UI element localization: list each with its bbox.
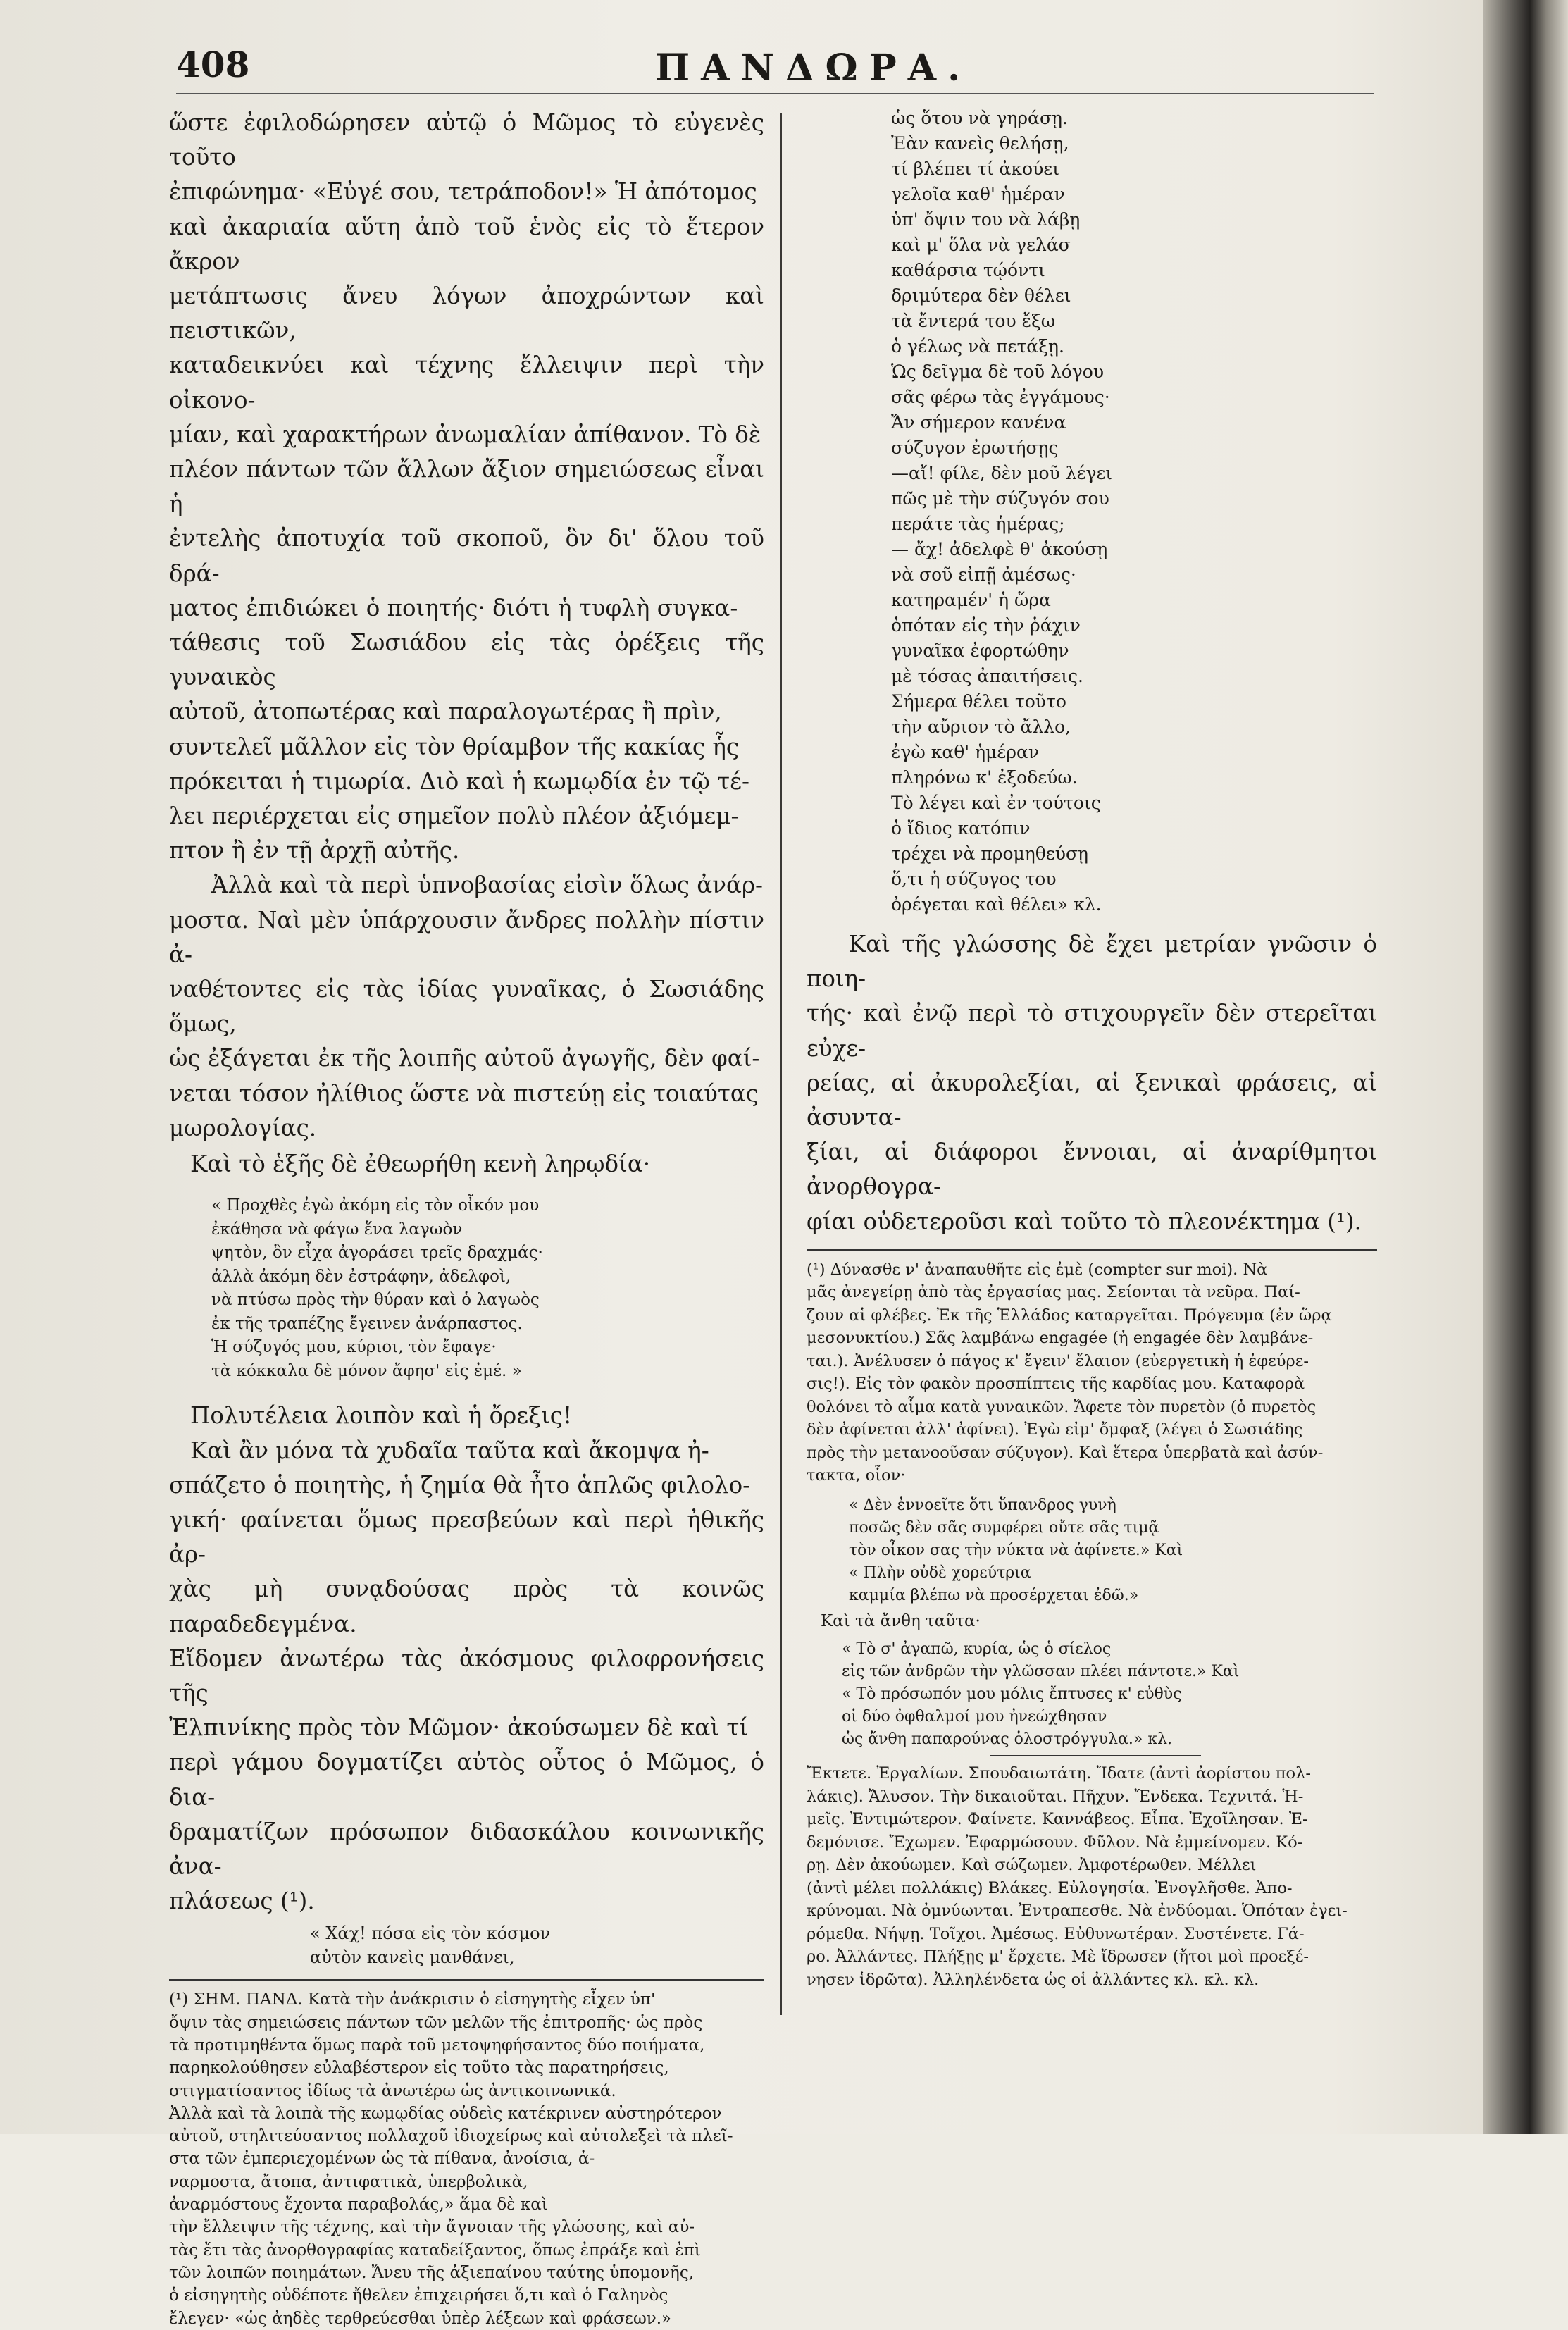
- right-verse-2: « Δὲν ἐννοεῖτε ὅτι ὕπανδρος γυνὴ ποσῶς δὲν σᾶς συμφέρει οὔτε σᾶς τιμᾷ τὸν οἶκον σας τὴν νύκτα νὰ ἀφίνετε.» Καὶ « Πλὴν οὐδὲ χορεύτρια καμμία βλέπω νὰ προσέρχεται ἐδῶ.»: [849, 1496, 1183, 1604]
- left-paragraph-4: Πολυτέλεια λοιπὸν καὶ ἡ ὄρεξις!: [190, 1402, 573, 1430]
- right-paragraph-2: Καὶ τὰ ἄνθη ταῦτα·: [821, 1611, 981, 1630]
- book-gutter-shadow: [1483, 0, 1568, 2134]
- left-footnote: (¹) ΣΗΜ. ΠΑΝΔ. Κατὰ τὴν ἀνάκρισιν ὁ εἰσηγητὴς εἶχεν ὑπ' ὄψιν τὰς σημειώσεις πάντων τῶν μελῶν τῆς ἐπιτροπῆς· ὡς πρὸς τὰ προτιμηθέντα ὅμως παρὰ τοῦ μετοψηφήσαντος δύο ποιήματα, παρηκολούθησεν εὐλαβέστερον εἰς τοῦτο τὰς παρατηρήσεις, στιγματίσαντος ἰδίως τὰ ἀνωτέρω ὡς ἀντικοινωνικά. Ἀλλὰ καὶ τὰ λοιπὰ τῆς κωμῳδίας οὐδεὶς κατέκρινεν αὐστηρότερον αὐτοῦ, στηλιτεύσαντος πολλαχοῦ ἰδιοχείρως καὶ αὐτολεξεὶ τὰ πλεῖ- στα τῶν ἐμπεριεχομένων ὡς τὰ πίθανα, ἀνοίσια, ἀ- ναρμοστα, ἄτοπα, ἀντιφατικὰ, ὑπερβολικὰ, ἀναρμόστους ἔχοντα παραβολάς,» ἅμα δὲ καὶ τὴν ἔλλειψιν τῆς τέχνης, καὶ τὴν ἄγνοιαν τῆς γλώσσης, καὶ αὐ- τὰς ἔτι τὰς ἀνορθογραφίας καταδείξαντος, ὅπως ἐπράξε καὶ ἐπὶ τῶν λοιπῶν ποιημάτων. Ἄνευ τῆς ἀξιεπαίνου ταύτης ὑπομονῆς, ὁ εἰσηγητὴς οὐδέποτε ἤθελεν ἐπιχειρήσει ὅ,τι καὶ ὁ Γαληνὸς ἔλεγεν· «ὡς ἀηδὲς τερθρεύεσθαι ὑπὲρ λέξεων καὶ φράσεων.»: [169, 1990, 733, 2328]
- left-footnote-separator: [169, 1979, 764, 1981]
- column-divider: [780, 113, 782, 2015]
- left-column: [169, 106, 764, 2330]
- running-title: ΠΑΝΔΩΡΑ.: [655, 47, 972, 89]
- right-column: [807, 106, 1377, 1991]
- right-footnote-separator: [807, 1249, 1377, 1251]
- left-paragraph-5: Καὶ ἂν μόνα τὰ χυδαῖα ταῦτα καὶ ἄκομψα ἠ- σπάζετο ὁ ποιητὴς, ἡ ζημία θὰ ἦτο ἁπλῶς φιλολο- γική· φαίνεται ὅμως πρεσβεύων καὶ περὶ ἠθικῆς ἀρ- χὰς μὴ συνᾳδούσας πρὸς τὰ κοινῶς παραδεδεγμένα. Εἴδομεν ἀνωτέρω τὰς ἀκόσμους φιλοφρονήσεις τῆς Ἐλπινίκης πρὸς τὸν Μῶμον· ἀκούσωμεν δὲ καὶ τί περὶ γάμου δογματίζει αὐτὸς οὗτος ὁ Μῶμος, ὁ δια- δραματίζων πρόσωπον διδασκάλου κοινωνικῆς ἀνα- πλάσεως (¹).: [169, 1437, 764, 1915]
- right-footnote-1: (¹) Δύνασθε ν' ἀναπαυθῆτε εἰς ἐμὲ (compter sur moi). Νὰ μᾶς ἀνεγείρῃ ἀπὸ τὰς ἐργασίας μας. Σείονται τὰ νεῦρα. Παί- ζουν αἱ φλέβες. Ἐκ τῆς Ἑλλάδος καταργεῖται. Πρόγευμα (ἐν ὥρᾳ μεσονυκτίου.) Σᾶς λαμβάνω engagée (ἡ engagée δὲν λαμβάνε- ται.). Ἀνέλυσεν ὁ πάγος κ' ἔγειν' ἔλαιον (εὐεργετικὴ ἡ ἐφεύρε- σις!). Εἰς τὸν φακὸν προσπίπτεις τῆς καρδίας μου. Καταφορὰ θολόνει τὸ αἷμα κατὰ γυναικῶν. Ἄφετε τὸν πυρετὸν (ὁ πυρετὸς δὲν ἀφίνεται ἀλλ' ἀφίνει). Ἐγὼ εἰμ' ὄμφαξ (λέγει ὁ Σωσιάδης πρὸς τὴν μετανοοῦσαν σύζυγον). Καὶ ἕτερα ὑπερβατὰ καὶ ἀσύν- τακτα, οἷον·: [807, 1260, 1332, 1485]
- left-paragraph-3: Καὶ τὸ ἑξῆς δὲ ἐθεωρήθη κενὴ ληρῳδία·: [190, 1151, 651, 1178]
- left-verse-1: « Προχθὲς ἐγὼ ἀκόμη εἰς τὸν οἶκόν μου ἐκάθησα νὰ φάγω ἕνα λαγωὸν ψητὸν, ὃν εἶχα ἀγοράσει τρεῖς δραχμάς· ἀλλὰ ἀκόμη δὲν ἐστράφην, ἀδελφοὶ, νὰ πτύσω πρὸς τὴν θύραν καὶ ὁ λαγωὸς ἐκ τῆς τραπέζης ἔγεινεν ἀνάρπαστος. Ἡ σύζυγός μου, κύριοι, τὸν ἔφαγε· τὰ κόκκαλα δὲ μόνον ἄφησ' εἰς ἐμέ. »: [211, 1196, 543, 1380]
- left-paragraph-2: Ἀλλὰ καὶ τὰ περὶ ὑπνοβασίας εἰσὶν ὅλως ἀνάρ- μοστα. Ναὶ μὲν ὑπάρχουσιν ἄνδρες πολλὴν πίστιν ἀ- ναθέτοντες εἰς τὰς ἰδίας γυναῖκας, ὁ Σωσιάδης ὅμως, ὡς ἐξάγεται ἐκ τῆς λοιπῆς αὐτοῦ ἀγωγῆς, δὲν φαί- νεται τόσον ἠλίθιος ὥστε νὰ πιστεύῃ εἰς τοιαύτας μωρολογίας.: [169, 872, 764, 1141]
- page-number: 408: [176, 44, 250, 85]
- right-footnote-2: Ἔκτετε. Ἐργαλίων. Σπουδαιωτάτη. Ἴδατε (ἀντὶ ἀορίστου πολ- λάκις). Ἄλυσον. Τὴν δικαιοῦται. Πῆχυν. Ἔνδεκα. Τεχνιτά. Ἡ- μεῖς. Ἐντιμώτερον. Φαίνετε. Καννάβεος. Εἶπα. Ἐχοῖλησαν. Ἐ- δεμόνισε. Ἔχωμεν. Ἐφαρμώσουν. Φῦλον. Νὰ ἐμμείνομεν. Κό- ρῃ. Δὲν ἀκούωμεν. Καὶ σώζωμεν. Ἀμφοτέρωθεν. Μέλλει (ἀντὶ μέλει πολλάκις) Βλάκες. Εὐλογησία. Ἐνογλῆσθε. Ἀπο- κρύνομαι. Νὰ ὀμνύωνται. Ἐντραπεσθε. Νὰ ἐνδύομαι. Ὁπόταν ἐγει- ρόμεθα. Νήψῃ. Τοῖχοι. Ἀμέσως. Εὐθυνωτέραν. Συστένετε. Γά- ρο. Ἀλλάντες. Πλήξῃς μ' ἔρχετε. Μὲ ἴδρωσεν (ἤτοι μοὶ προεξέ- νησεν ἱδρῶτα). Ἀλληλένδετα ὡς οἱ ἀλλάντες κλ. κλ. κλ.: [807, 1764, 1348, 1989]
- right-footnote-short-rule: [990, 1755, 1201, 1756]
- right-paragraph-1: Καὶ τῆς γλώσσης δὲ ἔχει μετρίαν γνῶσιν ὁ ποιη- τής· καὶ ἐνῷ περὶ τὸ στιχουργεῖν δὲν στερεῖται εὐχε- ρείας, αἱ ἀκυρολεξίαι, αἱ ξενικαὶ φράσεις, αἱ ἀσυντα- ξίαι, αἱ διάφοροι ἔννοιαι, αἱ ἀναρίθμητοι ἀνορθογρα- φίαι οὐδετεροῦσι καὶ τοῦτο τὸ πλεονέκτημα (¹).: [807, 931, 1377, 1235]
- right-verse-3: « Τὸ σ' ἀγαπῶ, κυρία, ὡς ὁ σίελος εἰς τῶν ἀνδρῶν τὴν γλῶσσαν πλέει πάντοτε.» Καὶ « Τὸ πρόσωπόν μου μόλις ἔπτυσες κ' εὐθὺς οἱ δύο ὀφθαλμοί μου ἠνεώχθησαν ὡς ἄνθη παπαρούνας ὁλοστρόγγυλα.» κλ.: [842, 1640, 1240, 1749]
- left-verse-2: « Χάχ! πόσα εἰς τὸν κόσμον αὐτὸν κανεὶς μανθάνει,: [310, 1923, 551, 1968]
- header-rule: [176, 93, 1374, 94]
- left-paragraph-1: ὥστε ἐφιλοδώρησεν αὐτῷ ὁ Μῶμος τὸ εὐγενὲς τοῦτο ἐπιφώνημα· «Εὐγέ σου, τετράποδον!» Ἡ ἀπότομος καὶ ἀκαριαία αὕτη ἀπὸ τοῦ ἑνὸς εἰς τὸ ἕτερον ἄκρον μετάπτωσις ἄνευ λόγων ἀποχρώντων καὶ πειστικῶν, καταδεικνύει καὶ τέχνης ἔλλειψιν περὶ τὴν οἰκονο- μίαν, καὶ χαρακτήρων ἀνωμαλίαν ἀπίθανον. Τὸ δὲ πλέον πάντων τῶν ἄλλων ἄξιον σημειώσεως εἶναι ἡ ἐντελὴς ἀποτυχία τοῦ σκοποῦ, ὃν δι' ὅλου τοῦ δρά- ματος ἐπιδιώκει ὁ ποιητής· διότι ἡ τυφλὴ συγκα- τάθεσις τοῦ Σωσιάδου εἰς τὰς ὀρέξεις τῆς γυναικὸς αὐτοῦ, ἀτοπωτέρας καὶ παραλογωτέρας ἢ πρὶν, συντελεῖ μᾶλλον εἰς τὸν θρίαμβον τῆς κακίας ἧς πρόκειται ἡ τιμωρία. Διὸ καὶ ἡ κωμῳδία ἐν τῷ τέ- λει περιέρχεται εἰς σημεῖον πολὺ πλέον ἀξιόμεμ- πτον ἢ ἐν τῇ ἀρχῇ αὐτῆς.: [169, 109, 764, 865]
- right-verse-1: ὡς ὅτου νὰ γηράσῃ. Ἐὰν κανεὶς θελήσῃ, τί βλέπει τί ἀκούει γελοῖα καθ' ἡμέραν ὑπ' ὄψιν του νὰ λάβῃ καὶ μ' ὅλα νὰ γελάσ καθάρσια τῴόντι δριμύτερα δὲν θέλει τὰ ἔντερά του ἔξω ὁ γέλως νὰ πετάξῃ. Ὡς δεῖγμα δὲ τοῦ λόγου σᾶς φέρω τὰς ἐγγάμους· Ἄν σήμερον κανένα σύζυγον ἐρωτήσῃς —αἴ! φίλε, δὲν μοῦ λέγει πῶς μὲ τὴν σύζυγόν σου περάτε τὰς ἡμέρας; — ἄχ! ἀδελφὲ θ' ἀκούσῃ νὰ σοῦ εἰπῇ ἀμέσως· κατηραμέν' ἡ ὥρα ὁπόταν εἰς τὴν ῥάχιν γυναῖκα ἐφορτώθην μὲ τόσας ἀπαιτήσεις. Σήμερα θέλει τοῦτο τὴν αὔριον τὸ ἄλλο, ἐγὼ καθ' ἡμέραν πληρόνω κ' ἐξοδεύω. Τὸ λέγει καὶ ἐν τούτοις ὁ ἴδιος κατόπιν τρέχει νὰ προμηθεύσῃ ὅ,τι ἡ σύζυγος του ὀρέγεται καὶ θέλει» κλ.: [891, 108, 1113, 915]
